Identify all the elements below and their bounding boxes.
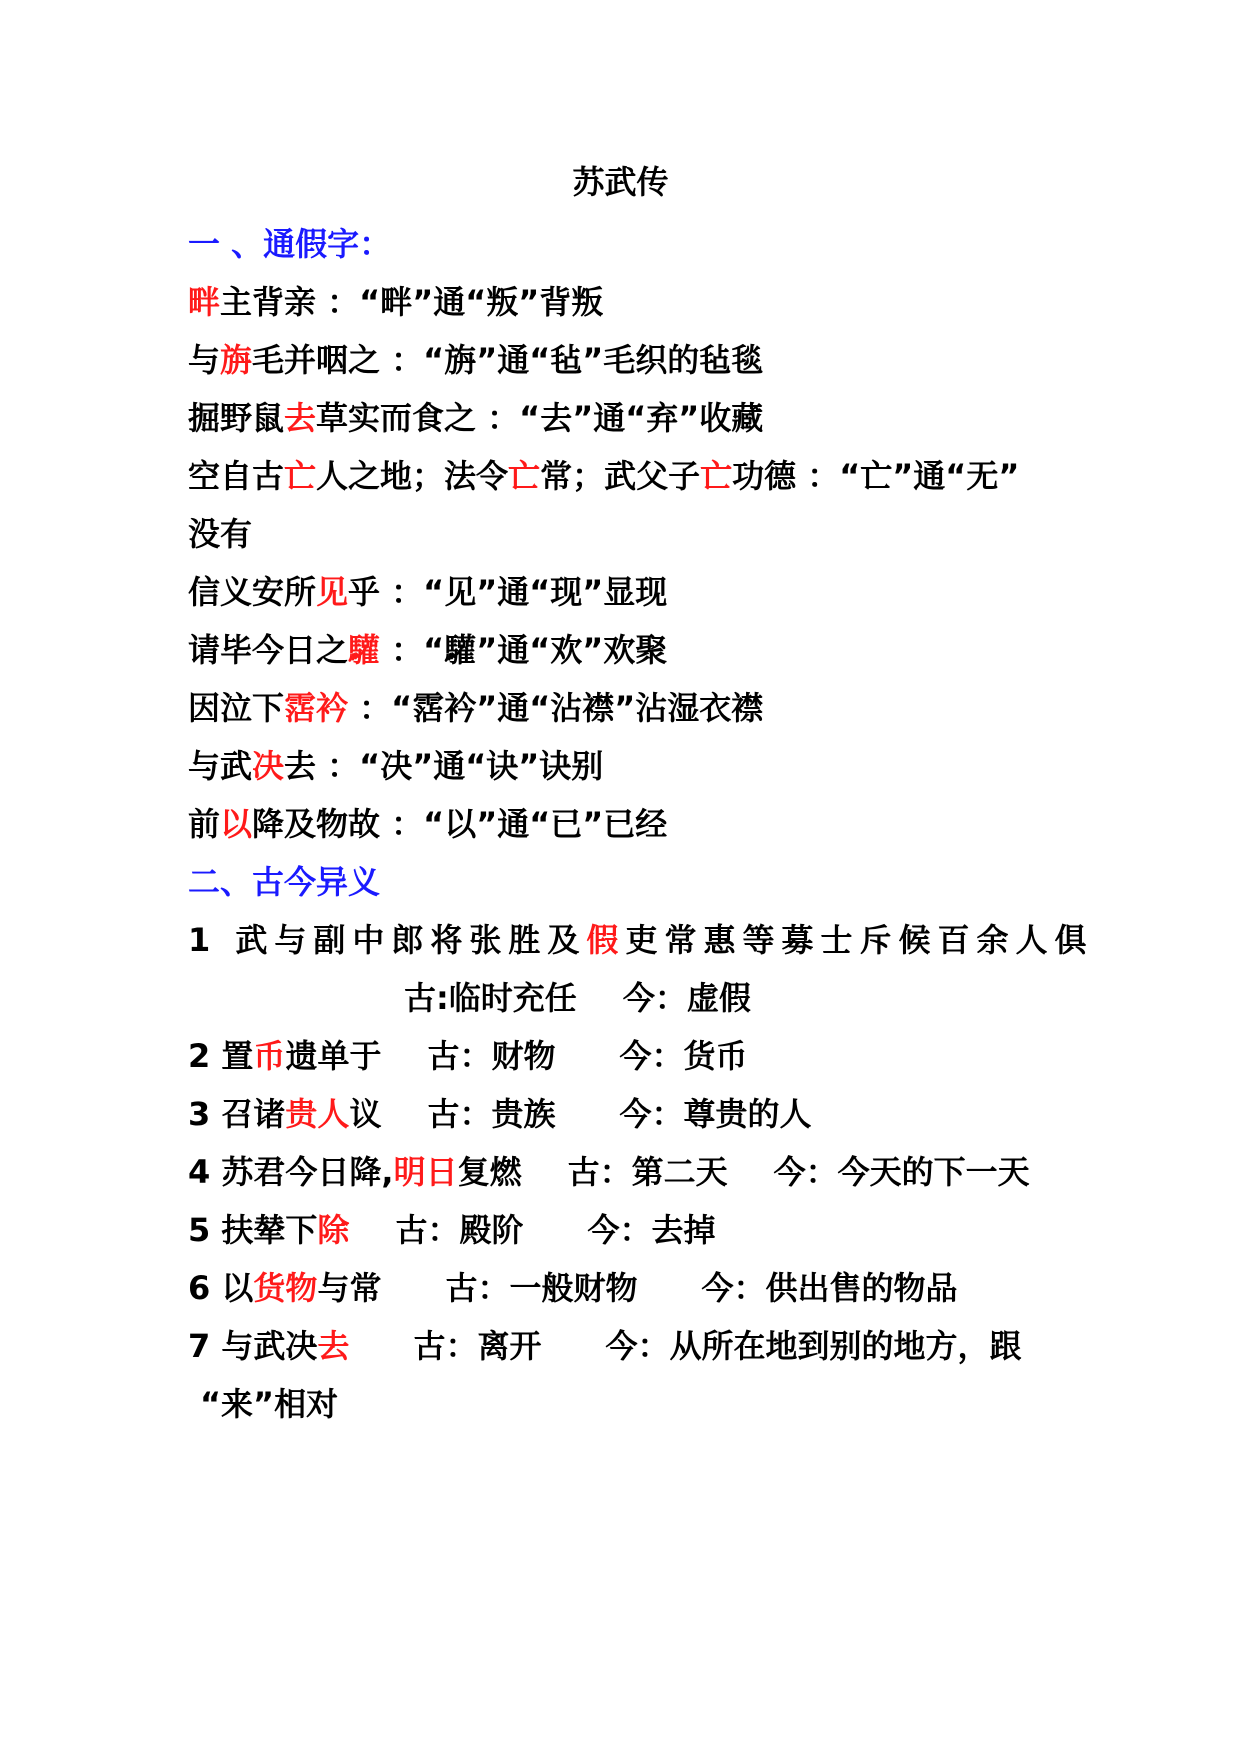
item-text: 吏常惠等募士斥候百余人俱 — [625, 921, 1094, 959]
highlight-char: 决 — [252, 747, 285, 785]
tongjiazi-item — [188, 572, 667, 612]
item-text: 遗单于 — [285, 1037, 382, 1075]
highlight-char: 贵人 — [285, 1095, 350, 1133]
tongjiazi-item — [188, 398, 763, 438]
tongjiazi-item — [188, 688, 763, 728]
item-text: 降及物故 ：“以”通“已”已经 — [252, 805, 668, 843]
highlight-char: 驩 — [348, 631, 381, 669]
item-number: 3 — [188, 1095, 211, 1133]
modern-meaning: 今：虚假 — [622, 979, 751, 1017]
tongjiazi-item — [188, 630, 667, 670]
item-text: 掘野鼠 — [188, 399, 285, 437]
item-text: 空自古 — [188, 457, 285, 495]
gujin-meaning-row — [404, 978, 751, 1018]
highlight-char: 假 — [586, 921, 626, 959]
modern-meaning: 今：尊贵的人 — [619, 1095, 812, 1133]
item-text: 乎 ：“见”通“现”显现 — [348, 573, 668, 611]
tongjiazi-item-continuation: 没有 — [188, 515, 253, 553]
item-text: 复燃 — [457, 1153, 522, 1191]
gujin-item — [188, 1268, 957, 1308]
gujin-item — [188, 1326, 1021, 1366]
item-text: 以 — [221, 1269, 254, 1307]
gujin-item-continuation: “来”相对 — [200, 1385, 339, 1423]
ancient-meaning: 古：离开 — [413, 1327, 542, 1365]
item-text: 与 — [188, 341, 221, 379]
item-text: 常；武父子 — [540, 457, 701, 495]
item-text: 草实而食之 ：“去”通“弃”收藏 — [316, 399, 764, 437]
item-number: 4 — [188, 1153, 211, 1191]
highlight-char: 货物 — [253, 1269, 318, 1307]
modern-meaning: 今：货币 — [619, 1037, 748, 1075]
item-text: 毛并咽之 ：“旃”通“毡”毛织的毡毯 — [252, 341, 764, 379]
document-title: 苏武传 — [572, 163, 669, 201]
item-text: ：“霑衿”通“沾襟”沾湿衣襟 — [348, 689, 764, 727]
highlight-char: 霑衿 — [284, 689, 349, 727]
gujin-item — [188, 920, 1093, 960]
highlight-char: 见 — [316, 573, 349, 611]
highlight-char: 亡 — [700, 457, 733, 495]
item-text: 人之地；法令 — [316, 457, 509, 495]
ancient-meaning: 古：贵族 — [427, 1095, 556, 1133]
tongjiazi-item — [188, 282, 603, 322]
item-text: 功德 ：“亡”通“无” — [732, 457, 1020, 495]
ancient-meaning: 古：财物 — [427, 1037, 556, 1075]
item-text: 因泣下 — [188, 689, 285, 727]
modern-meaning: 今：去掉 — [587, 1211, 716, 1249]
gujin-item — [188, 1094, 811, 1134]
item-number: 7 — [188, 1327, 211, 1365]
item-number: 1 — [188, 921, 218, 959]
item-text: 请毕今日之 — [188, 631, 349, 669]
gujin-item — [188, 1036, 747, 1076]
item-text: 与常 — [317, 1269, 382, 1307]
highlight-char: 旃 — [220, 341, 253, 379]
highlight-char: 去 — [317, 1327, 350, 1365]
item-text: ：“驩”通“欢”欢聚 — [380, 631, 668, 669]
item-text: 信义安所 — [188, 573, 317, 611]
tongjiazi-item — [188, 804, 667, 844]
section-heading-tongjiazi: 一 、通假字： — [188, 225, 392, 263]
modern-meaning: 今：从所在地到别的地方，跟 — [605, 1327, 1022, 1365]
item-text: 苏君今日降, — [221, 1153, 394, 1191]
highlight-char: 币 — [253, 1037, 286, 1075]
item-text: 召诸 — [221, 1095, 286, 1133]
highlight-char: 以 — [220, 805, 253, 843]
item-number: 6 — [188, 1269, 211, 1307]
section-heading-gujinyiyi: 二、古今异义 — [188, 863, 381, 901]
gujin-item — [188, 1210, 715, 1250]
ancient-meaning: 古:临时充任 — [404, 979, 577, 1017]
item-text: 武与副中郎将张胜及 — [235, 921, 587, 959]
item-number: 5 — [188, 1211, 211, 1249]
modern-meaning: 今：供出售的物品 — [701, 1269, 958, 1307]
highlight-char: 亡 — [284, 457, 317, 495]
highlight-char: 畔 — [188, 283, 221, 321]
item-text: 与武决 — [221, 1327, 318, 1365]
ancient-meaning: 古：一般财物 — [445, 1269, 638, 1307]
highlight-char: 除 — [317, 1211, 350, 1249]
tongjiazi-item — [188, 746, 603, 786]
ancient-meaning: 古：第二天 — [567, 1153, 728, 1191]
highlight-char: 明日 — [393, 1153, 458, 1191]
item-text: 议 — [349, 1095, 382, 1133]
item-number: 2 — [188, 1037, 211, 1075]
tongjiazi-item — [188, 340, 763, 380]
item-text: 扶辇下 — [221, 1211, 318, 1249]
gujin-item — [188, 1152, 1030, 1192]
item-text: 与武 — [188, 747, 253, 785]
item-text: 去 ：“决”通“诀”诀别 — [284, 747, 604, 785]
highlight-char: 去 — [284, 399, 317, 437]
item-text: 置 — [221, 1037, 254, 1075]
ancient-meaning: 古：殿阶 — [395, 1211, 524, 1249]
highlight-char: 亡 — [508, 457, 541, 495]
modern-meaning: 今：今天的下一天 — [773, 1153, 1030, 1191]
item-text: 主背亲 ：“畔”通“叛”背叛 — [220, 283, 604, 321]
item-text: 前 — [188, 805, 221, 843]
tongjiazi-item — [188, 456, 1019, 496]
